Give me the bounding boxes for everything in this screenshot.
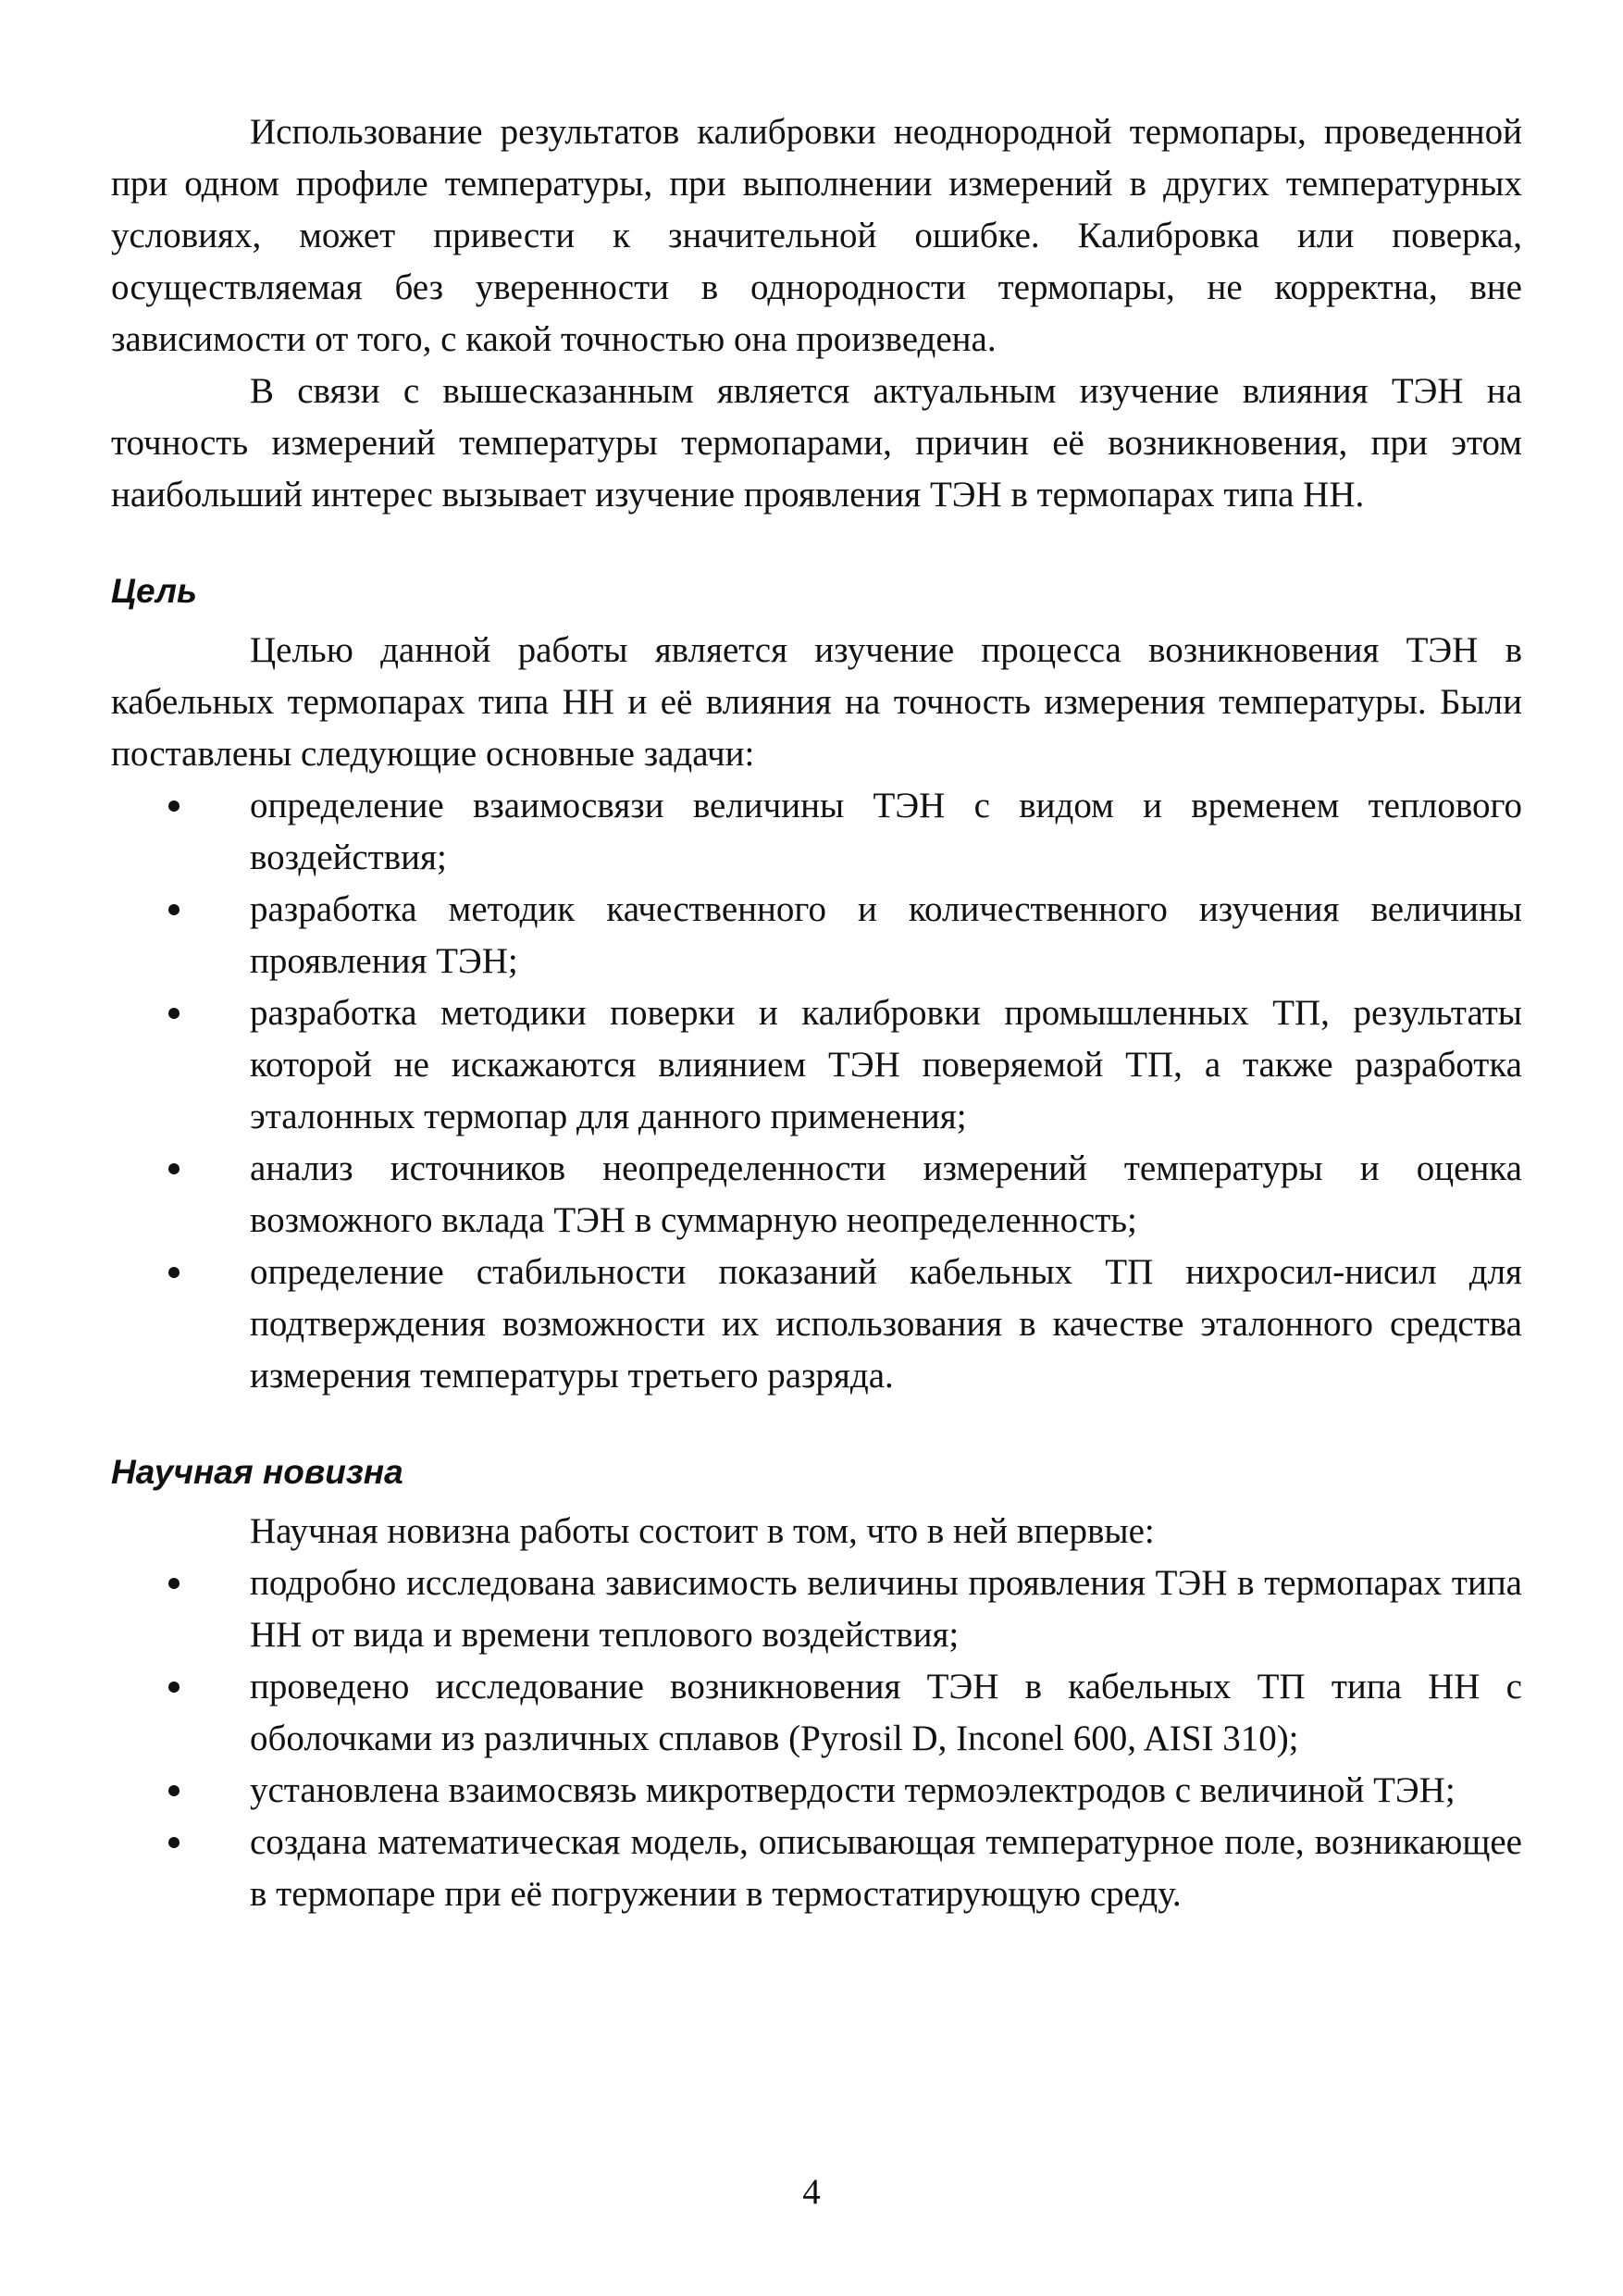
list-item-text: разработка методики поверки и калибровки промышленных ТП, результаты которой не искажаются влиянием ТЭН поверяемой ТП, а также разработка эталонных термопар для данного применения; xyxy=(250,993,1522,1136)
document-page xyxy=(111,106,1522,1920)
intro-paragraph-1: Использование результатов калибровки неоднородной термопары, проведенной при одном профиле температуры, при выполнении измерений в других температурных условиях, может привести к значительной ошибке. Калибровка или поверка, осуществляемая без уверенности в однородности термопары, не корректна, вне зависимости от того, с какой точностью она произведена. xyxy=(111,112,1522,359)
list-item xyxy=(111,987,1522,1143)
bullet-icon xyxy=(168,1008,180,1019)
bullet-icon xyxy=(168,1267,180,1278)
bullet-icon xyxy=(168,1837,180,1848)
list-item xyxy=(111,1558,1522,1661)
bullet-icon xyxy=(168,1578,180,1589)
goal-paragraph: Целью данной работы является изучение процесса возникновения ТЭН в кабельных термопарах типа НН и её влияния на точность измерения температуры. Были поставлены следующие основные задачи: xyxy=(111,630,1522,774)
list-item xyxy=(111,780,1522,884)
bullet-icon xyxy=(168,1682,180,1693)
list-item xyxy=(111,884,1522,987)
goal-tasks-list xyxy=(111,780,1522,1402)
list-item-text: определение стабильности показаний кабельных ТП нихросил-нисил для подтверждения возможности их использования в качестве эталонного средства измерения температуры третьего разряда. xyxy=(250,1252,1522,1396)
list-item-text: разработка методик качественного и количественного изучения величины проявления ТЭН; xyxy=(250,889,1522,981)
list-item xyxy=(111,1247,1522,1402)
bullet-icon xyxy=(168,1785,180,1796)
bullet-icon xyxy=(168,1163,180,1174)
novelty-heading: Научная новизна xyxy=(111,1453,403,1491)
goal-heading: Цель xyxy=(111,572,197,610)
list-item-text: подробно исследована зависимость величины проявления ТЭН в термопарах типа НН от вида и времени теплового воздействия; xyxy=(250,1563,1522,1655)
list-item-text: определение взаимосвязи величины ТЭН с видом и временем теплового воздействия; xyxy=(250,786,1522,877)
list-item-text: проведено исследование возникновения ТЭН в кабельных ТП типа НН с оболочками из различных сплавов (Pyrosil D, Inconel 600, AISI 310); xyxy=(250,1667,1522,1758)
list-item xyxy=(111,1143,1522,1247)
list-item xyxy=(111,1661,1522,1765)
page-number: 4 xyxy=(802,2172,821,2212)
list-item xyxy=(111,1817,1522,1920)
bullet-icon xyxy=(168,904,180,915)
list-item-text: анализ источников неопределенности измерений температуры и оценка возможного вклада ТЭН в суммарную неопределенность; xyxy=(250,1148,1522,1240)
list-item-text: создана математическая модель, описывающая температурное поле, возникающее в термопаре при её погружении в термостатирующую среду. xyxy=(250,1822,1522,1914)
list-item xyxy=(111,1765,1522,1817)
intro-paragraph-2: В связи с вышесказанным является актуальным изучение влияния ТЭН на точность измерений температуры термопарами, причин её возникновения, при этом наибольший интерес вызывает изучение проявления ТЭН в термопарах типа НН. xyxy=(111,371,1522,515)
novelty-list xyxy=(111,1558,1522,1920)
bullet-icon xyxy=(168,800,180,812)
list-item-text: установлена взаимосвязь микротвердости термоэлектродов с величиной ТЭН; xyxy=(250,1770,1456,1810)
novelty-paragraph: Научная новизна работы состоит в том, что в ней впервые: xyxy=(250,1511,1155,1551)
